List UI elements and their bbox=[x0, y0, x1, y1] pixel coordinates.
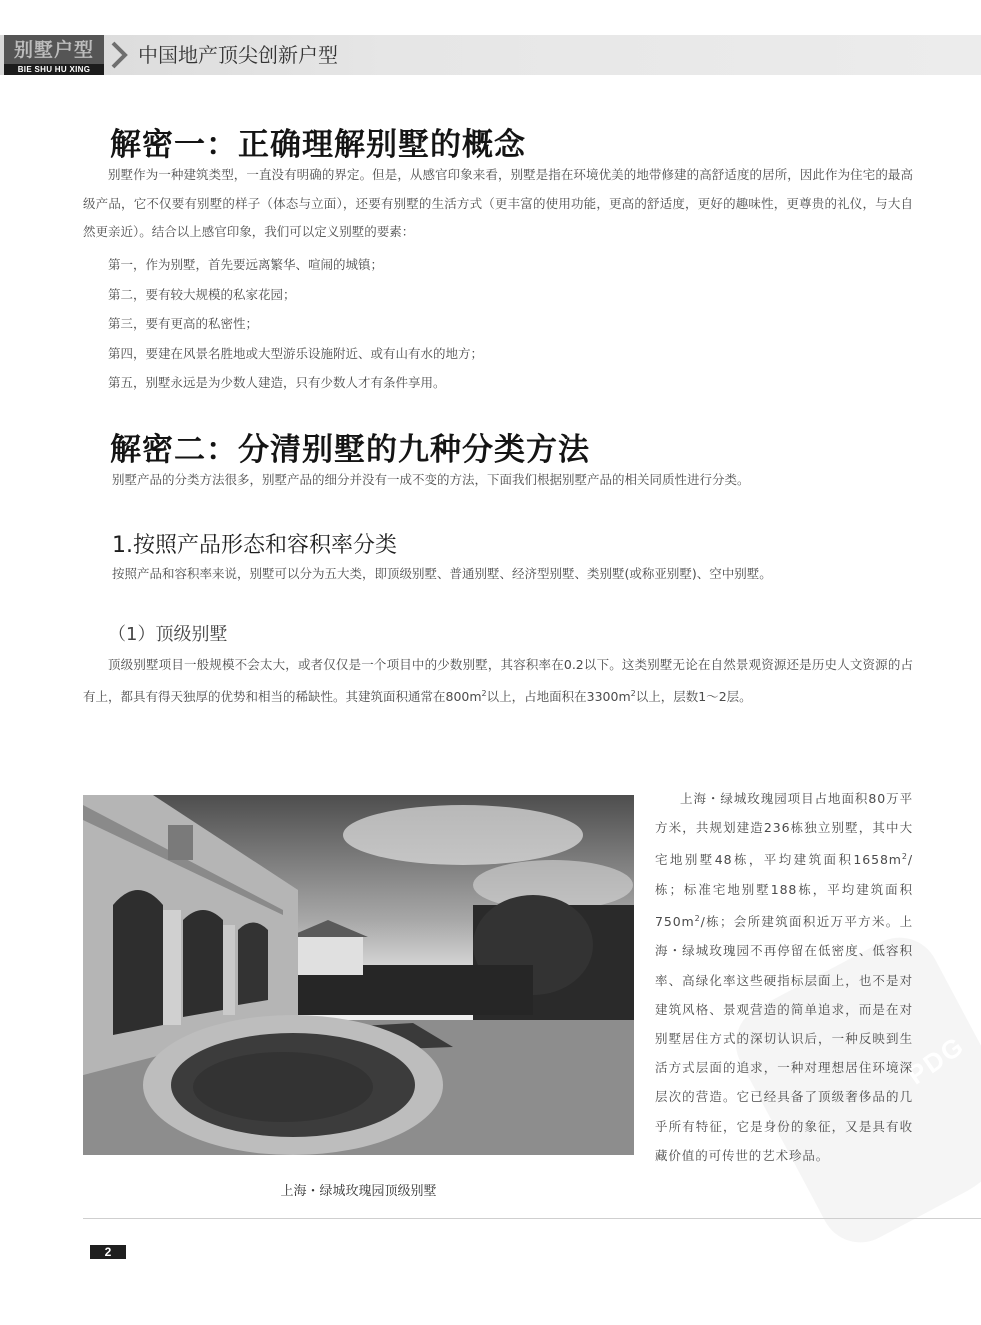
point-1: 第一，作为别墅，首先要远离繁华、喧闹的城镇； bbox=[108, 257, 384, 272]
page-header-title: 中国地产顶尖创新户型 bbox=[138, 43, 338, 67]
chevron-right-icon bbox=[108, 40, 130, 70]
subsection1-text: 按照产品和容积率来说，别墅可以分为五大类，即顶级别墅、普通别墅、经济型别墅、类别墅(或称亚别墅)、空中别墅。 bbox=[112, 566, 772, 581]
villa-pool-photo bbox=[83, 795, 634, 1155]
subsection1-heading: 1.按照产品形态和容积率分类 bbox=[112, 533, 397, 558]
photo-illustration bbox=[83, 795, 634, 1155]
point-3: 第三，要有更高的私密性； bbox=[108, 316, 259, 331]
sidebar-description: 上海・绿城玫瑰园项目占地面积80万平方米，共规划建造236栋独立别墅，其中大宅地别墅48栋，平均建筑面积$1658m^2/$栋；标准宅地别墅188栋，平均建筑面积$750m^2/$栋；会所建筑面积近万平方米。上海・绿城玫瑰园不再停留在低密度、低容积率、高绿化率这些硬指标层面上，也不是对建筑风格、景观营造的简单追求，而是在对别墅居住方式的深切认识后，一种反映到生活方式层面的追求，一种对理想居住环境深层次的营造。它已经具备了顶级奢侈品的几乎所有特征，它是身份的象征，又是具有收藏价值的可传世的艺术珍品。 bbox=[655, 791, 913, 1163]
watermark-text: PDG bbox=[901, 1029, 971, 1091]
section1-intro: 别墅作为一种建筑类型，一直没有明确的界定。但是，从感官印象来看，别墅是指在环境优美的地带修建的高舒适度的居所，因此作为住宅的最高级产品，它不仅要有别墅的样子（体态与立面），还要有别墅的生活方式（更丰富的使用功能，更高的舒适度，更好的趣味性，更尊贵的礼仪，与大自然更亲近）。结合以上感官印象，我们可以定义别墅的要素： bbox=[83, 167, 913, 239]
point-4: 第四，要建在风景名胜地或大型游乐设施附近、或有山有水的地方； bbox=[108, 345, 484, 361]
section-label-cn: 别墅户型 bbox=[13, 39, 94, 61]
subsection1-1-heading: （1）顶级别墅 bbox=[108, 624, 228, 645]
point-2: 第二，要有较大规模的私家花园； bbox=[108, 286, 296, 302]
section2-intro: 别墅产品的分类方法很多，别墅产品的细分并没有一成不变的方法，下面我们根据别墅产品的相关同质性进行分类。 bbox=[112, 472, 750, 487]
point-5: 第五，别墅永远是为少数人建造，只有少数人才有条件享用。 bbox=[108, 375, 446, 390]
page-number: 2 bbox=[90, 1245, 126, 1259]
subsection1-1-text: 顶级别墅项目一般规模不会太大，或者仅仅是一个项目中的少数别墅，其容积率在0.2以下。这类别墅无论在自然景观资源还是历史人文资源的占有上，都具有得天独厚的优势和相当的稀缺性。其建筑面积通常在$800m^2$以上，占地面积在$3300m^2$以上，层数1～2层。 bbox=[83, 657, 913, 704]
section-badge bbox=[4, 35, 104, 75]
section2-heading: 解密二：分清别墅的九种分类方法 bbox=[110, 432, 590, 468]
footer-divider bbox=[83, 1218, 981, 1219]
section1-heading: 解密一：正确理解别墅的概念 bbox=[110, 127, 526, 163]
photo-caption: 上海・绿城玫瑰园顶级别墅 bbox=[280, 1184, 437, 1199]
section1-points bbox=[83, 250, 913, 398]
section-label-en: BIE SHU HU XING bbox=[4, 64, 104, 75]
